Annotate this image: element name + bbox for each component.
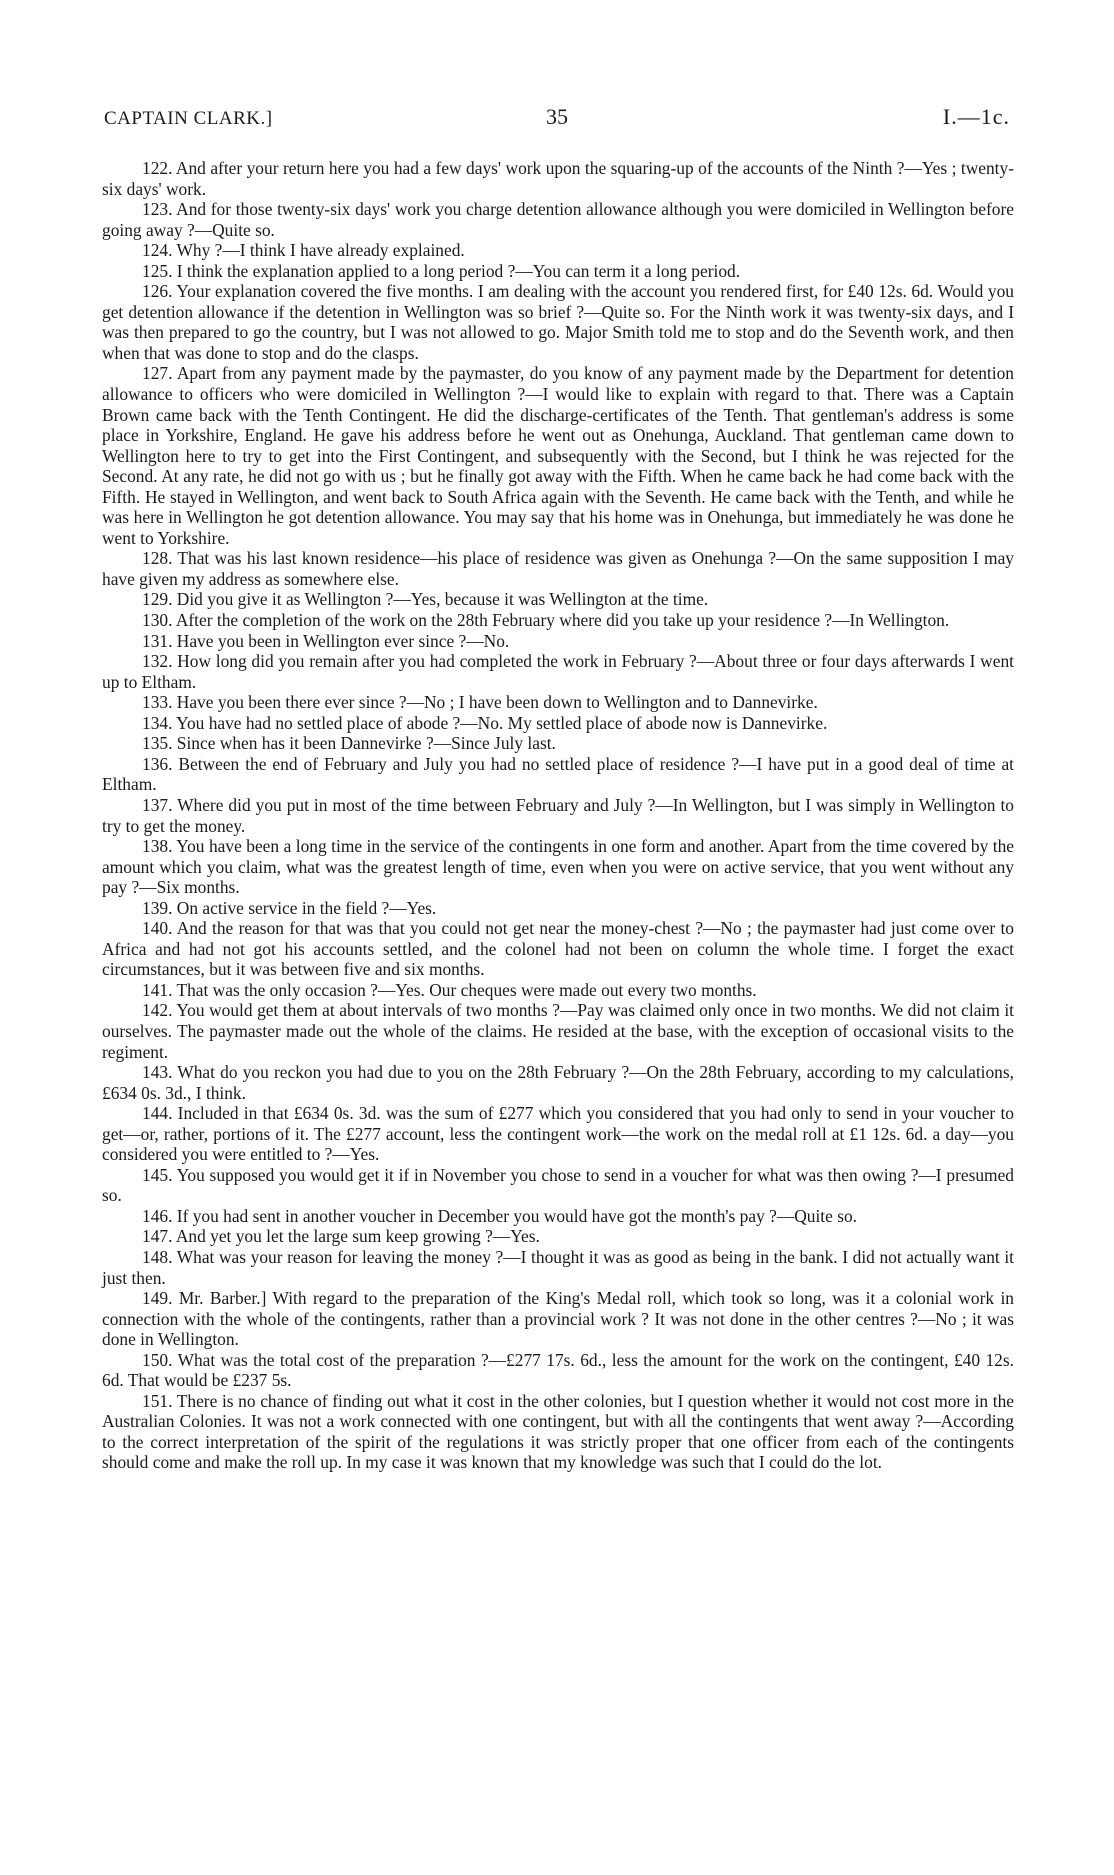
paragraph-132: 132. How long did you remain after you had completed the work in February ?—About three or four days afterwards I went up to Eltham. (102, 651, 1014, 692)
paragraph-122: 122. And after your return here you had a few days' work upon the squaring-up of the accounts of the Ninth ?—Yes ; twenty-six days' work. (102, 158, 1014, 199)
paragraph-148: 148. What was your reason for leaving the money ?—I thought it was as good as being in the bank. I did not actually want it just then. (102, 1246, 1014, 1288)
paragraph-146: 146. If you had sent in another voucher in December you would have got the month's pay ?—Quite so. (142, 1205, 858, 1226)
paragraph-124: 124. Why ?—I think I have already explained. (142, 240, 465, 261)
paragraph-129: 129. Did you give it as Wellington ?—Yes, because it was Wellington at the time. (142, 589, 709, 610)
paragraph-125: 125. I think the explanation applied to a long period ?—You can term it a long period. (142, 260, 741, 281)
paragraph-136: 136. Between the end of February and July you had no settled place of residence ?—I have put in a good deal of time at Eltham. (102, 753, 1014, 795)
paragraph-135: 135. Since when has it been Dannevirke ?—Since July last. (142, 733, 556, 754)
paragraph-134: 134. You have had no settled place of abode ?—No. My settled place of abode now is Dannevirke. (142, 712, 828, 733)
paragraph-150: 150. What was the total cost of the preparation ?—£277 17s. 6d., less the amount for the work on the contingent, £40 12s. 6d. That would be £237 5s. (102, 1349, 1014, 1391)
paragraph-138: 138. You have been a long time in the service of the contingents in one form and another. Apart from the time covered by the amount which you claim, what was the greatest length of time, even when you were on active service, that you went without any pay ?—Six months. (102, 836, 1014, 898)
paragraph-144: 144. Included in that £634 0s. 3d. was the sum of £277 which you considered that you had only to send in your voucher to get—or, rather, portions of it. The £277 account, less the contingent work—the work on the medal roll at £1 12s. 6d. a day—you considered you were entitled to ?—Yes. (102, 1103, 1014, 1165)
paragraph-149: 149. Mr. Barber.] With regard to the preparation of the King's Medal roll, which took so long, was it a colonial work in connection with the whole of the contingents, rather than a provincial work ? It was not done in the other centres ?—No ; it was done in Wellington. (102, 1288, 1014, 1350)
paragraph-126: 126. Your explanation covered the five months. I am dealing with the account you rendered first, for £40 12s. 6d. Would you get detention allowance if the detention in Wellington was so brief ?—Quite so. For the Ninth work it was twenty-six days, and I was then prepared to go the country, but I was not allowed to go. Major Smith told me to stop and do the Seventh work, and then when that was done to stop and do the clasps. (102, 281, 1014, 363)
paragraph-137: 137. Where did you put in most of the time between February and July ?—In Wellington, but I was simply in Wellington to try to get the money. (102, 794, 1014, 836)
paragraph-143: 143. What do you reckon you had due to you on the 28th February ?—On the 28th February, according to my calculations, £634 0s. 3d., I think. (102, 1062, 1014, 1103)
document-reference: I.—1c. (942, 104, 1010, 129)
paragraph-133: 133. Have you been there ever since ?—No ; I have been down to Wellington and to Dannevirke. (142, 692, 818, 713)
paragraph-139: 139. On active service in the field ?—Yes. (142, 897, 437, 918)
paragraph-142: 142. You would get them at about intervals of two months ?—Pay was claimed only once in two months. We did not claim it ourselves. The paymaster made out the whole of the claims. He resided at the base, with the exception of occasional visits to the regiment. (102, 1000, 1014, 1062)
page-header (104, 104, 1010, 134)
paragraph-123: 123. And for those twenty-six days' work you charge detention allowance although you were domiciled in Wellington before going away ?—Quite so. (102, 199, 1014, 240)
page-number: 35 (546, 104, 568, 129)
paragraph-127: 127. Apart from any payment made by the paymaster, do you know of any payment made by the Department for detention allowance to officers who were domiciled in Wellington ?—I would like to explain with regard to that. There was a Captain Brown came back with the Tenth Contingent. He did the discharge-certificates of the Tenth. That gentleman's address is some place in Yorkshire, England. He gave his address before he went out as Onehunga, Auckland. That gentleman came down to Wellington here to try to get into the First Contingent, and subsequently with the Second, but I think he was rejected for the Second. At any rate, he did not go with us ; but he finally got away with the Fifth. When he came back he had come back with the Fifth. He stayed in Wellington, and went back to South Africa again with the Seventh. He came back with the Tenth, and while he was here in Wellington he got detention allowance. You may say that his home was in Onehunga, but immediately he was done he went to Yorkshire. (102, 363, 1014, 548)
header-witness-name: CAPTAIN CLARK.] (104, 108, 273, 129)
paragraph-141: 141. That was the only occasion ?—Yes. Our cheques were made out every two months. (142, 979, 757, 1000)
paragraph-130: 130. After the completion of the work on the 28th February where did you take up your residence ?—In Wellington. (142, 610, 950, 631)
paragraph-140: 140. And the reason for that was that you could not get near the money-chest ?—No ; the paymaster had just come over to Africa and had not got his accounts settled, and the colonel had not been on column the whole time. I forget the exact circumstances, but it was between five and six months. (102, 918, 1014, 980)
paragraph-131: 131. Have you been in Wellington ever since ?—No. (142, 630, 510, 651)
page-body (102, 158, 1014, 1473)
paragraph-145: 145. You supposed you would get it if in November you chose to send in a voucher for what was then owing ?—I presumed so. (102, 1164, 1014, 1206)
paragraph-151: 151. There is no chance of finding out what it cost in the other colonies, but I question whether it would not cost more in the Australian Colonies. It was not a work connected with one contingent, but with all the contingents that went away ?—According to the correct interpretation of the spirit of the regulations it was strictly proper that one officer from each of the contingents should come and make the roll up. In my case it was known that my knowledge was such that I could do the lot. (102, 1390, 1014, 1473)
paragraph-147: 147. And yet you let the large sum keep growing ?—Yes. (142, 1226, 540, 1247)
paragraph-128: 128. That was his last known residence—his place of residence was given as Onehunga ?—On the same supposition I may have given my address as somewhere else. (102, 548, 1014, 589)
